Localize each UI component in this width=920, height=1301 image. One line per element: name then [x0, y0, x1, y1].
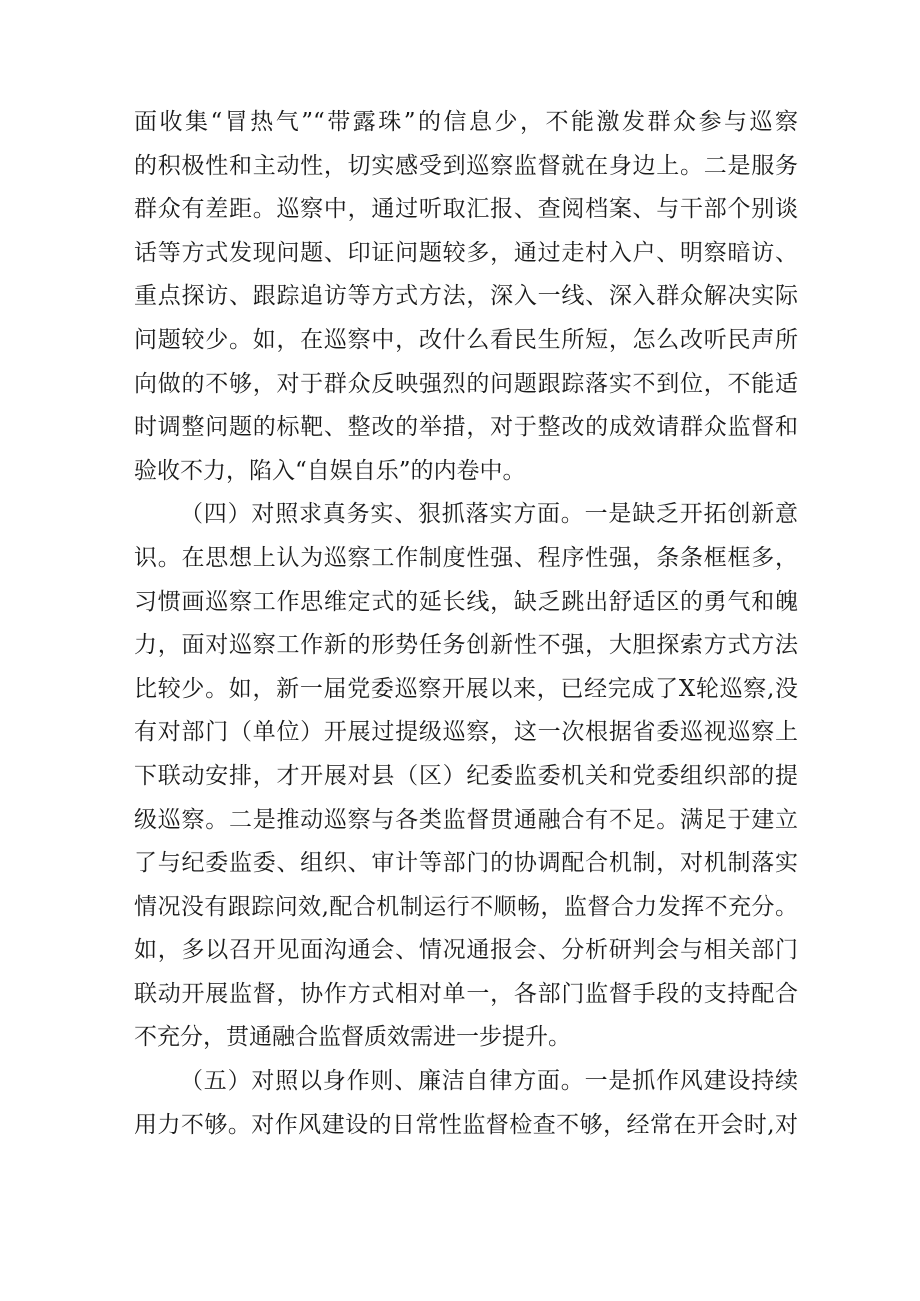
paragraph-start-line: （四）对照求真务实、狠抓落实方面。一是缺乏开拓创新意 [180, 501, 798, 528]
text-line: 不充分，贯通融合监督质效需进一步提升。 [134, 1024, 571, 1051]
paragraph-start-line: （五）对照以身作则、廉洁自律方面。一是抓作风建设持续 [180, 1068, 798, 1095]
text-line: 如，多以召开见面沟通会、情况通报会、分析研判会与相关部门 [134, 937, 798, 964]
text-line: 向做的不够，对于群众反映强烈的问题跟踪落实不到位，不能适 [134, 370, 798, 397]
body-text [134, 101, 798, 1147]
text-line: 重点探访、跟踪追访等方式方法，深入一线、深入群众解决实际 [134, 283, 798, 310]
text-line: 习惯画巡察工作思维定式的延长线，缺乏跳出舒适区的勇气和魄 [134, 588, 798, 615]
text-line: 有对部门（单位）开展过提级巡察，这一次根据省委巡视巡察上 [134, 719, 798, 746]
text-line: 情况没有跟踪问效,配合机制运行不顺畅，监督合力发挥不充分。 [134, 893, 798, 920]
text-line: 话等方式发现问题、印证问题较多，通过走村入户、明察暗访、 [134, 239, 798, 266]
text-line: 力，面对巡察工作新的形势任务创新性不强，大胆探索方式方法 [134, 632, 798, 659]
text-line: 问题较少。如，在巡察中，改什么看民生所短，怎么改听民声所 [134, 326, 798, 353]
text-line: 识。在思想上认为巡察工作制度性强、程序性强，条条框框多， [134, 544, 798, 571]
text-line: 的积极性和主动性，切实感受到巡察监督就在身边上。二是服务 [134, 152, 798, 179]
text-line: 级巡察。二是推动巡察与各类监督贯通融合有不足。满足于建立 [134, 806, 798, 833]
text-line: 下联动安排，才开展对县（区）纪委监委机关和党委组织部的提 [134, 762, 798, 789]
text-line: 验收不力，陷入“自娱自乐”的内卷中。 [134, 457, 526, 484]
text-line: 面收集“冒热气”“带露珠”的信息少，不能激发群众参与巡察 [134, 109, 798, 135]
text-line: 了与纪委监委、组织、审计等部门的协调配合机制，对机制落实 [134, 850, 798, 877]
text-line: 联动开展监督，协作方式相对单一，各部门监督手段的支持配合 [134, 980, 798, 1007]
text-line: 群众有差距。巡察中，通过听取汇报、查阅档案、与干部个别谈 [134, 196, 798, 223]
text-line: 用力不够。对作风建设的日常性监督检查不够，经常在开会时,对 [134, 1111, 798, 1138]
text-line: 时调整问题的标靶、整改的举措，对于整改的成效请群众监督和 [134, 414, 798, 441]
text-line: 比较少。如，新一届党委巡察开展以来，已经完成了X轮巡察,没 [134, 675, 798, 702]
